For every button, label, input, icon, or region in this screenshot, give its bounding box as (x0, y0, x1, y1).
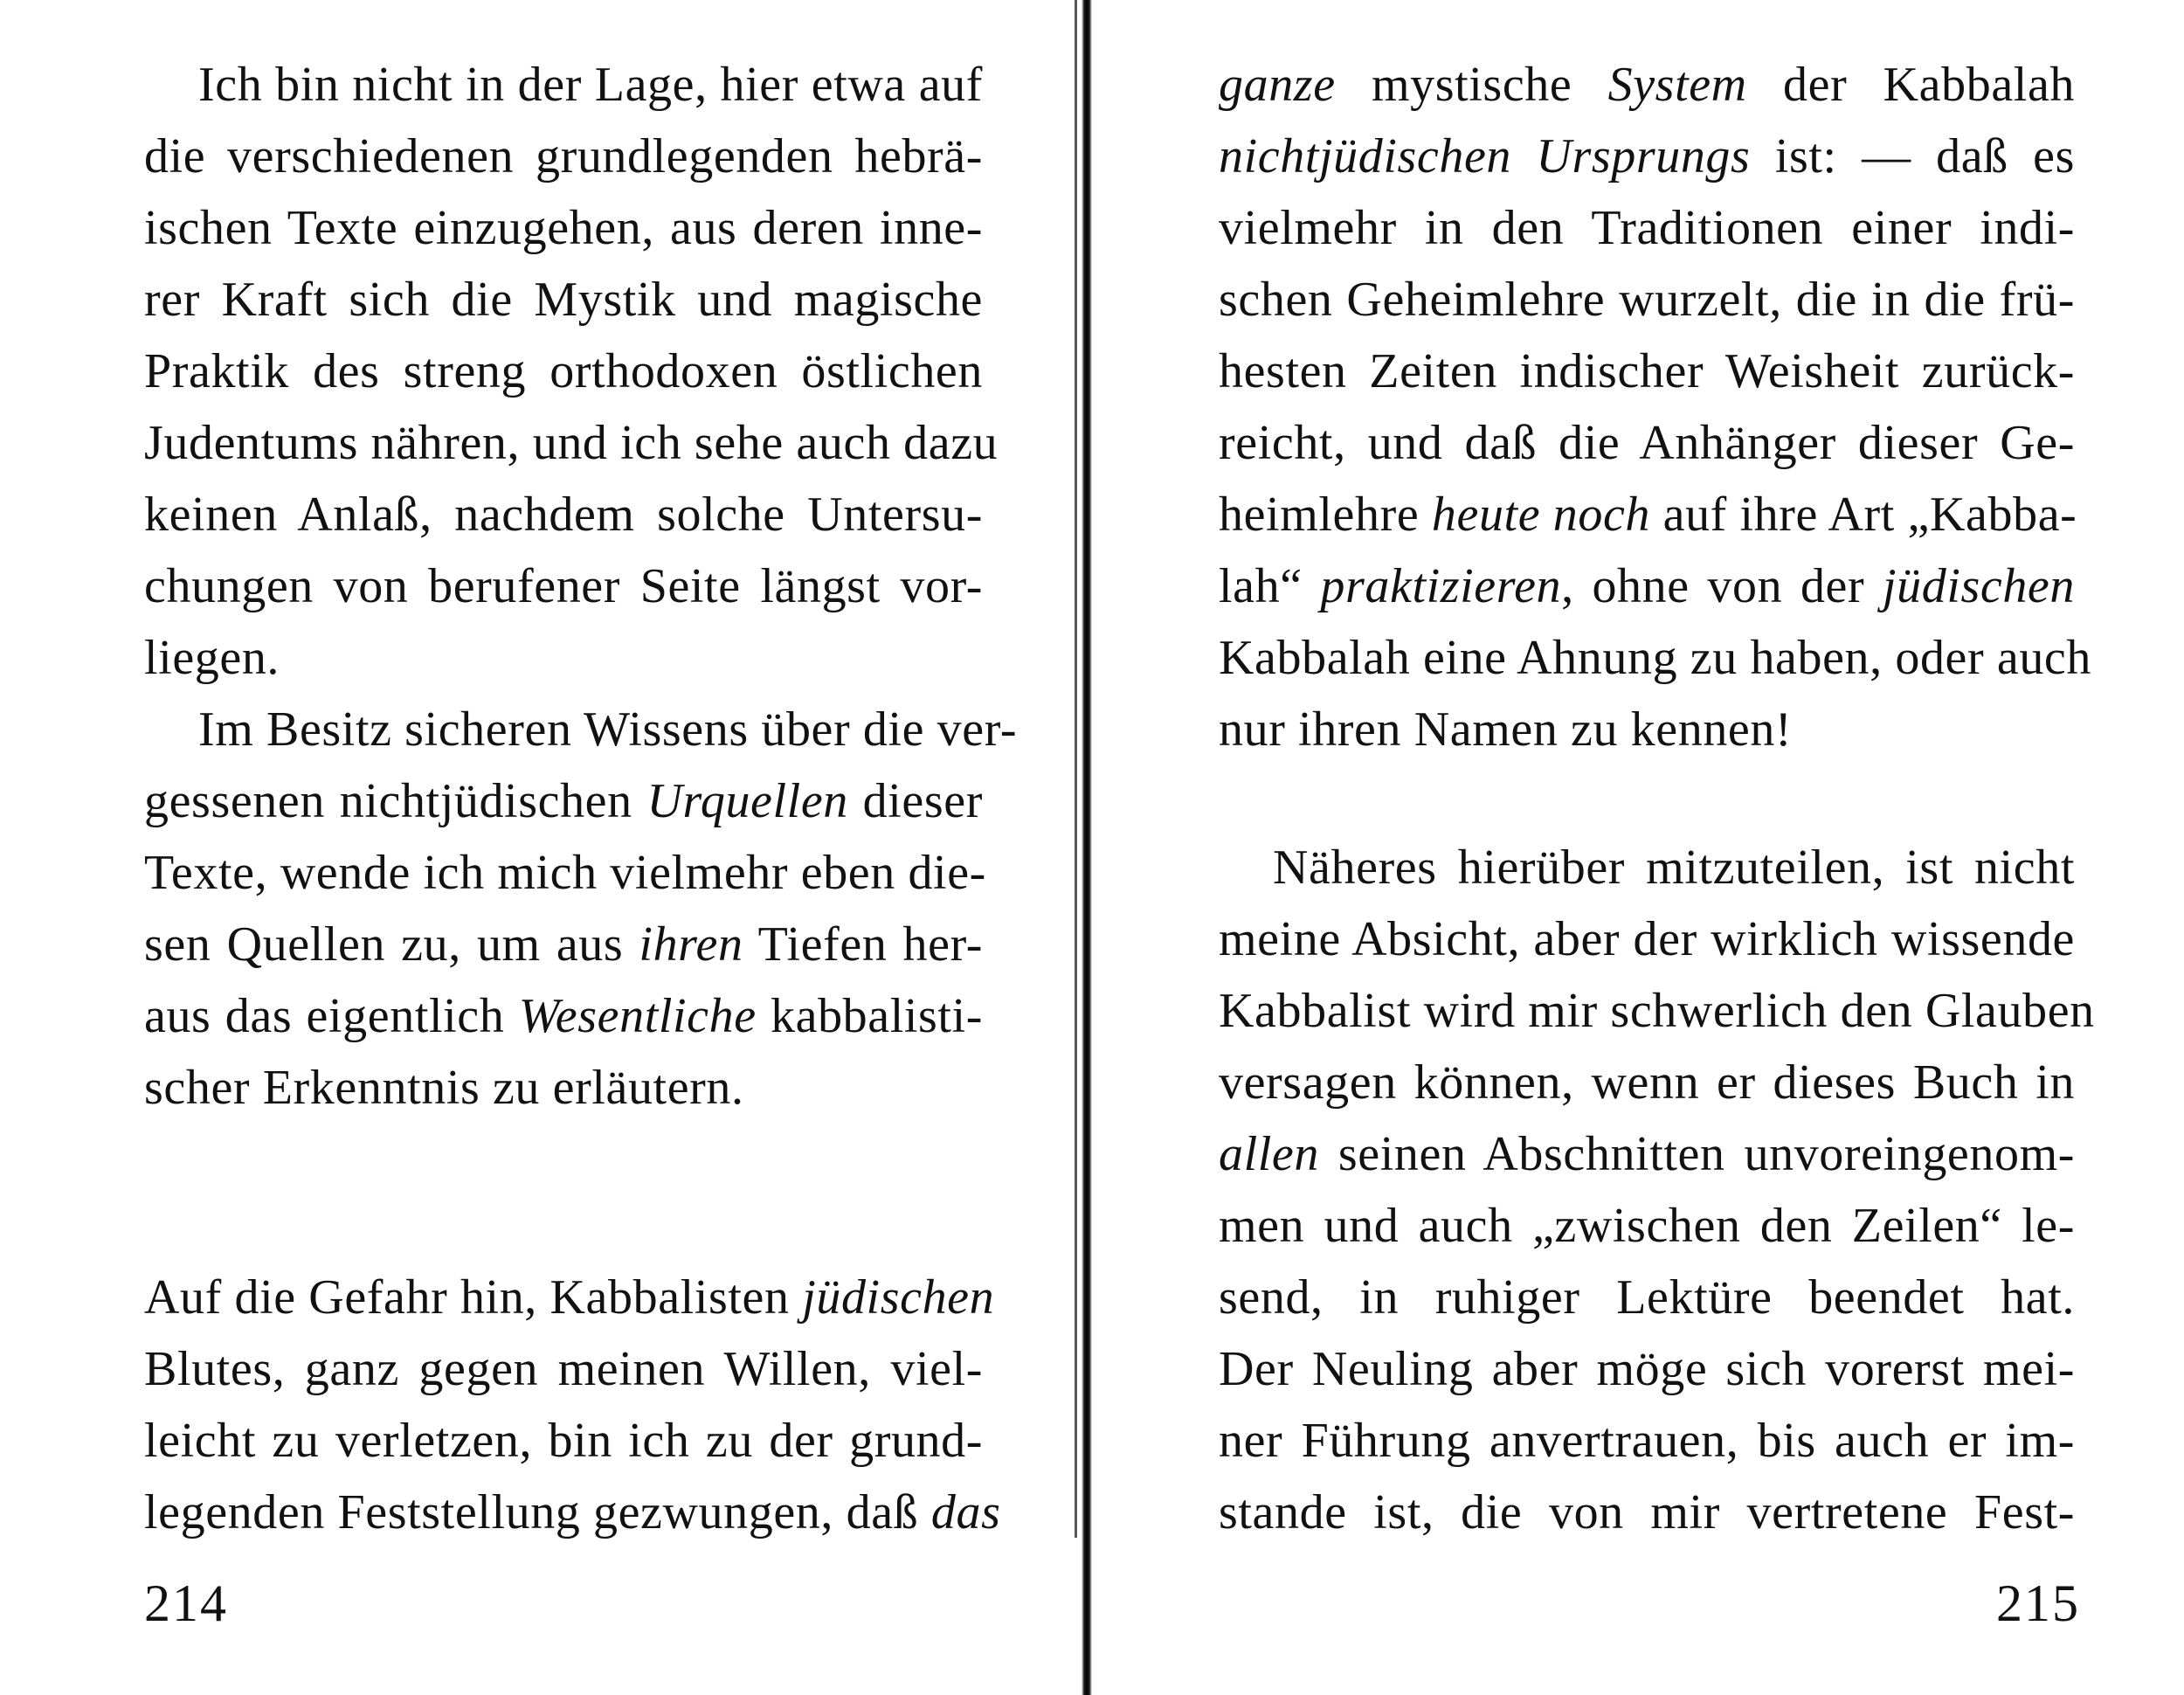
text-line: nichtjüdischen Ursprungs ist: — daß es (1219, 129, 2076, 183)
text-line: meine Absicht, aber der wirklich wissende (1219, 912, 2075, 966)
text-line: allen seinen Abschnitten unvoreingenom- (1219, 1127, 2075, 1181)
text-line: Der Neuling aber möge sich vorerst mei- (1219, 1342, 2075, 1396)
text-line: leicht zu verletzen, bin ich zu der grund- (144, 1414, 983, 1468)
text-line: legenden Feststellung gezwungen, daß das (144, 1485, 1001, 1539)
text-line: ganze mystische System der Kabbalah (1219, 58, 2075, 112)
text-line: reicht, und daß die Anhänger dieser Ge- (1219, 416, 2075, 470)
text-line: aus das eigentlich Wesentliche kabbalisti- (144, 989, 984, 1043)
text-line: Praktik des streng orthodoxen östlichen (144, 344, 983, 398)
text-line: send, in ruhiger Lektüre beendet hat. (1219, 1270, 2075, 1325)
text-line: Blutes, ganz gegen meinen Willen, viel- (144, 1342, 983, 1396)
text-line: vielmehr in den Traditionen einer indi- (1219, 201, 2075, 255)
text-line: ner Führung anvertrauen, bis auch er im- (1219, 1414, 2075, 1468)
text-line: schen Geheimlehre wurzelt, die in die frü- (1219, 273, 2075, 327)
page-number: 214 (144, 1574, 228, 1632)
text-line: heimlehre heute noch auf ihre Art „Kabba- (1219, 488, 2077, 542)
text-line: men und auch „zwischen den Zeilen“ le- (1219, 1199, 2075, 1253)
text-line: Kabbalah eine Ahnung zu haben, oder auch (1219, 631, 2091, 685)
text-line: ischen Texte einzugehen, aus deren inne- (144, 201, 983, 255)
text-line: Judentums nähren, und ich sehe auch dazu (144, 416, 999, 470)
text-line: Kabbalist wird mir schwerlich den Glauben (1219, 984, 2095, 1038)
text-line: sen Quellen zu, um aus ihren Tiefen her- (144, 917, 983, 972)
text-line: Ich bin nicht in der Lage, hier etwa auf (198, 58, 983, 112)
text-line: Texte, wende ich mich vielmehr eben die- (144, 846, 986, 900)
text-line: lah“ praktizieren, ohne von der jüdischen (1219, 559, 2075, 613)
text-line: rer Kraft sich die Mystik und magische (144, 273, 983, 327)
text-line: gessenen nichtjüdischen Urquellen dieser (144, 774, 983, 828)
text-line: liegen. (144, 631, 280, 685)
text-line: Im Besitz sicheren Wissens über die ver- (198, 702, 1018, 757)
text-line: nur ihren Namen zu kennen! (1219, 702, 1793, 757)
page-number: 215 (1996, 1574, 2080, 1632)
text-line: Auf die Gefahr hin, Kabbalisten jüdischen (144, 1270, 995, 1325)
text-line: hesten Zeiten indischer Weisheit zurück- (1219, 344, 2075, 398)
text-line: stande ist, die von mir vertretene Fest- (1219, 1485, 2075, 1539)
text-line: scher Erkenntnis zu erläutern. (144, 1061, 744, 1115)
text-line: versagen können, wenn er dieses Buch in (1219, 1055, 2075, 1110)
text-line: chungen von berufener Seite längst vor- (144, 559, 983, 613)
text-line: Näheres hierüber mitzuteilen, ist nicht (1273, 841, 2075, 895)
text-line: keinen Anlaß, nachdem solche Untersu- (144, 488, 983, 542)
text-line: die verschiedenen grundlegenden hebrä- (144, 129, 983, 183)
